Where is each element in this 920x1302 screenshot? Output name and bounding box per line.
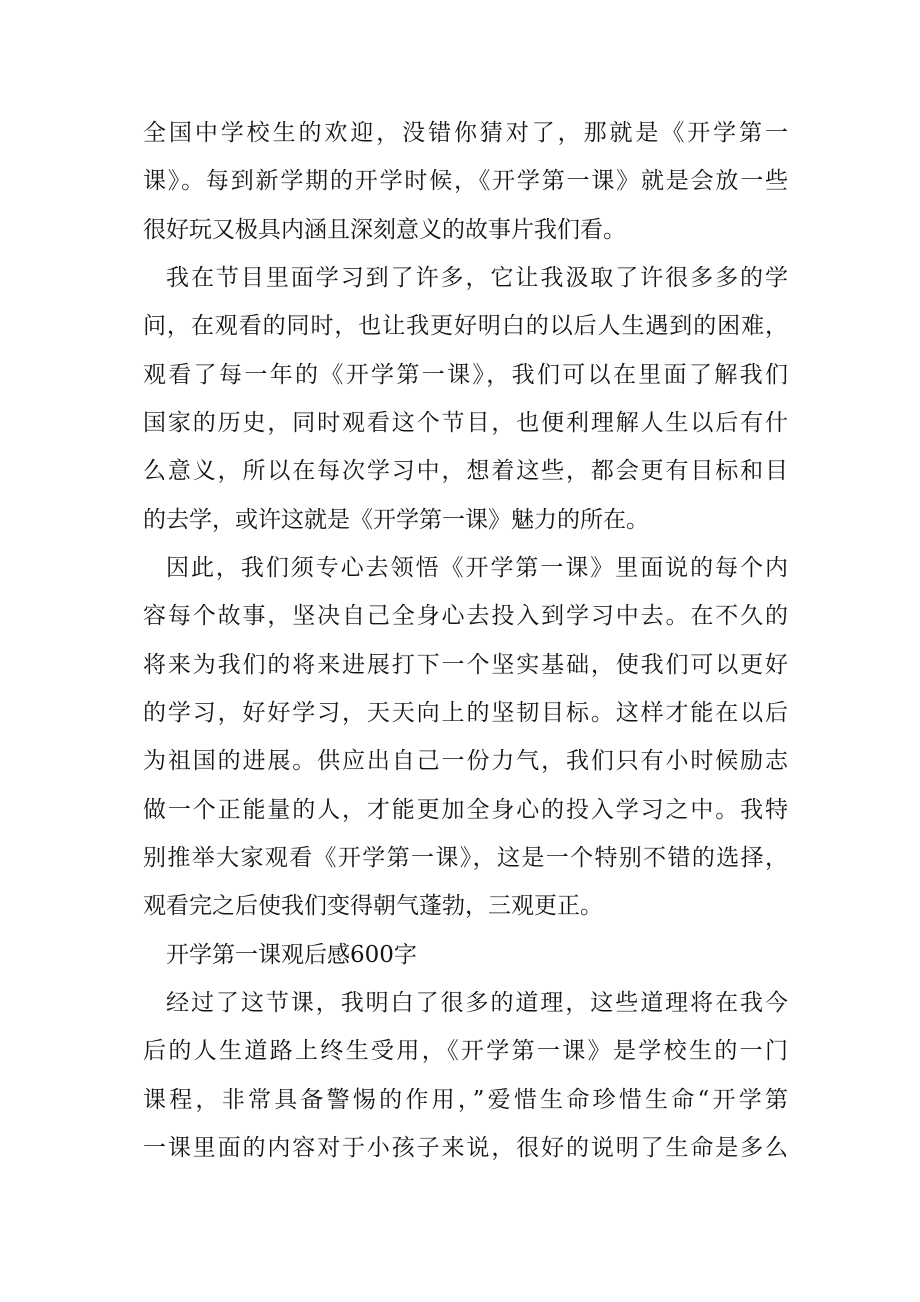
paragraph: [143, 254, 803, 544]
text-line: 的学习，好好学习，天天向上的坚韧目标。这样才能在以后: [143, 699, 788, 726]
text-line: 观看完之后使我们变得朝气蓬勃，三观更正。: [143, 893, 603, 920]
text-line: 为祖国的进展。供应出自己一份力气，我们只有小时候励志: [143, 748, 788, 775]
text-line: 观看了每一年的《开学第一课》，我们可以在里面了解我们: [143, 361, 788, 388]
text-line: 的去学，或许这就是《开学第一课》魅力的所在。: [143, 506, 649, 533]
text-line: 后的人生道路上终生受用，《开学第一课》是学校生的一门: [143, 1038, 788, 1065]
text-line: 全国中学校生的欢迎，没错你猜对了，那就是《开学第一: [143, 120, 788, 146]
text-line: 我在节目里面学习到了许多，它让我汲取了许很多多的学: [166, 264, 788, 291]
section-heading: [143, 931, 803, 979]
text-line: 容每个故事，坚决自己全身心去投入到学习中去。在不久的: [143, 603, 788, 630]
paragraph: [143, 109, 803, 254]
text-line: 很好玩又极具内涵且深刻意义的故事片我们看。: [143, 216, 626, 243]
text-line: 国家的历史，同时观看这个节目，也便利理解人生以后有什: [143, 409, 788, 436]
text-line: 问，在观看的同时，也让我更好明白的以后人生遇到的困难，: [143, 313, 788, 340]
text-line: 一课里面的内容对于小孩子来说，很好的说明了生命是多么: [143, 1134, 788, 1161]
text-line: 么意义，所以在每次学习中，想着这些，都会更有目标和目: [143, 458, 788, 485]
text-line: 课》。每到新学期的开学时候，《开学第一课》就是会放一些: [143, 168, 788, 195]
text-line: 因此，我们须专心去领悟《开学第一课》里面说的每个内: [166, 554, 788, 581]
document-body: [143, 109, 803, 1172]
paragraph: [143, 979, 803, 1172]
text-line: 将来为我们的将来进展打下一个坚实基础，使我们可以更好: [143, 651, 788, 678]
text-line: 别推举大家观看《开学第一课》，这是一个特别不错的选择，: [143, 844, 788, 871]
heading-line: 开学第一课观后感600字: [166, 941, 417, 968]
text-line: 做一个正能量的人，才能更加全身心的投入学习之中。我特: [143, 796, 788, 823]
text-line: 课程，非常具备警惕的作用，”爱惜生命珍惜生命“开学第: [143, 1086, 788, 1113]
paragraph: [143, 544, 803, 931]
text-line: 经过了这节课，我明白了很多的道理，这些道理将在我今: [166, 989, 788, 1016]
